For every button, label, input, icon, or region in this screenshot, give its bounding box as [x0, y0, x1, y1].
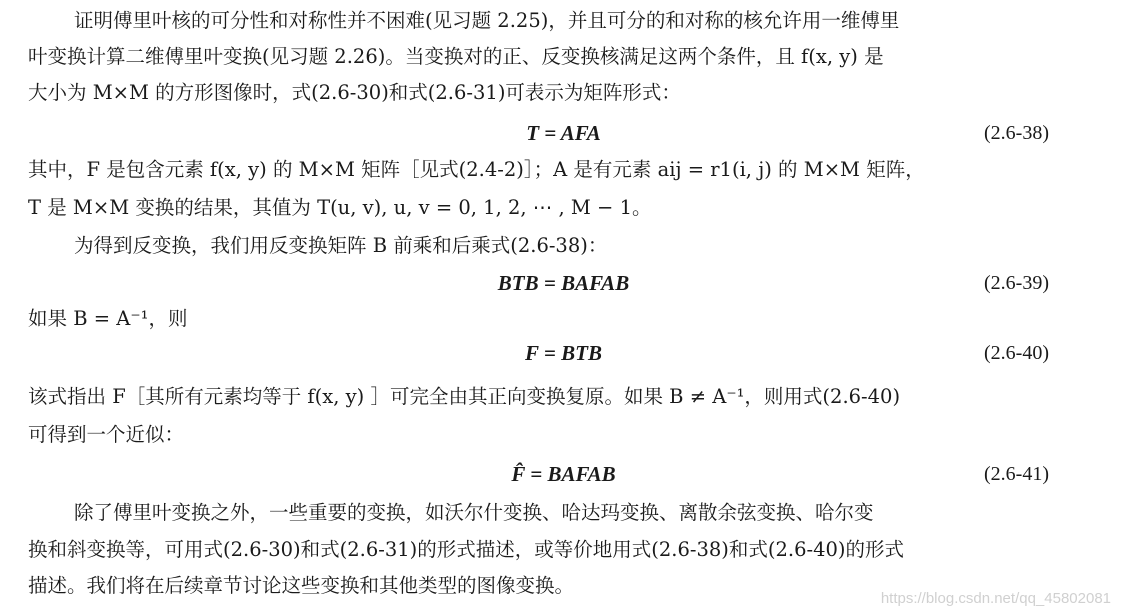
- equation-formula: F̂ = BAFAB: [511, 462, 616, 486]
- paragraph-4-line-1: 如果 B = A⁻¹，则: [28, 307, 188, 330]
- paragraph-6-line-3: 描述。我们将在后续章节讨论这些变换和其他类型的图像变换。: [28, 574, 575, 597]
- paragraph-5-line-1: 该式指出 F［其所有元素均等于 f(x, y) ］可完全由其正向变换复原。如果 B ≠ A⁻¹，则用式(2.6-40): [28, 385, 901, 408]
- equation-2-6-38: [0, 118, 1127, 148]
- equation-formula: BTB = BAFAB: [497, 271, 630, 295]
- paragraph-2-line-2: T 是 M×M 变换的结果，其值为 T(u, v), u, v = 0, 1, 2, ⋯ , M − 1。: [28, 196, 652, 219]
- paragraph-3-line-1: 为得到反变换，我们用反变换矩阵 B 前乘和后乘式(2.6-38)：: [74, 234, 608, 257]
- paragraph-5-line-2: 可得到一个近似：: [28, 423, 185, 446]
- equation-formula: T = AFA: [526, 121, 601, 145]
- equation-number: (2.6-40): [984, 342, 1049, 364]
- paragraph-6-line-2: 换和斜变换等，可用式(2.6-30)和式(2.6-31)的形式描述，或等价地用式(2.6-38)和式(2.6-40)的形式: [28, 538, 905, 561]
- watermark-text: https://blog.csdn.net/qq_45802081: [880, 590, 1111, 607]
- equation-2-6-41: [0, 459, 1127, 489]
- equation-2-6-40: [0, 338, 1127, 368]
- equation-formula: F = BTB: [525, 341, 602, 365]
- paragraph-2-line-1: 其中，F 是包含元素 f(x, y) 的 M×M 矩阵［见式(2.4-2)］；A 是有元素 aij = r1(i, j) 的 M×M 矩阵，: [28, 158, 925, 181]
- paragraph-1-line-3: 大小为 M×M 的方形图像时，式(2.6-30)和式(2.6-31)可表示为矩阵形式：: [28, 81, 681, 104]
- equation-2-6-39: [0, 268, 1127, 298]
- equation-number: (2.6-39): [984, 272, 1049, 294]
- equation-number: (2.6-41): [984, 463, 1049, 485]
- paragraph-1-line-1: 证明傅里叶核的可分性和对称性并不困难(见习题 2.25)，并且可分的和对称的核允许用一维傅里: [74, 9, 900, 32]
- paragraph-6-line-1: 除了傅里叶变换之外，一些重要的变换，如沃尔什变换、哈达玛变换、离散余弦变换、哈尔变: [74, 501, 874, 524]
- paragraph-1-line-2: 叶变换计算二维傅里叶变换(见习题 2.26)。当变换对的正、反变换核满足这两个条件，且 f(x, y) 是: [28, 45, 884, 68]
- equation-number: (2.6-38): [984, 122, 1049, 144]
